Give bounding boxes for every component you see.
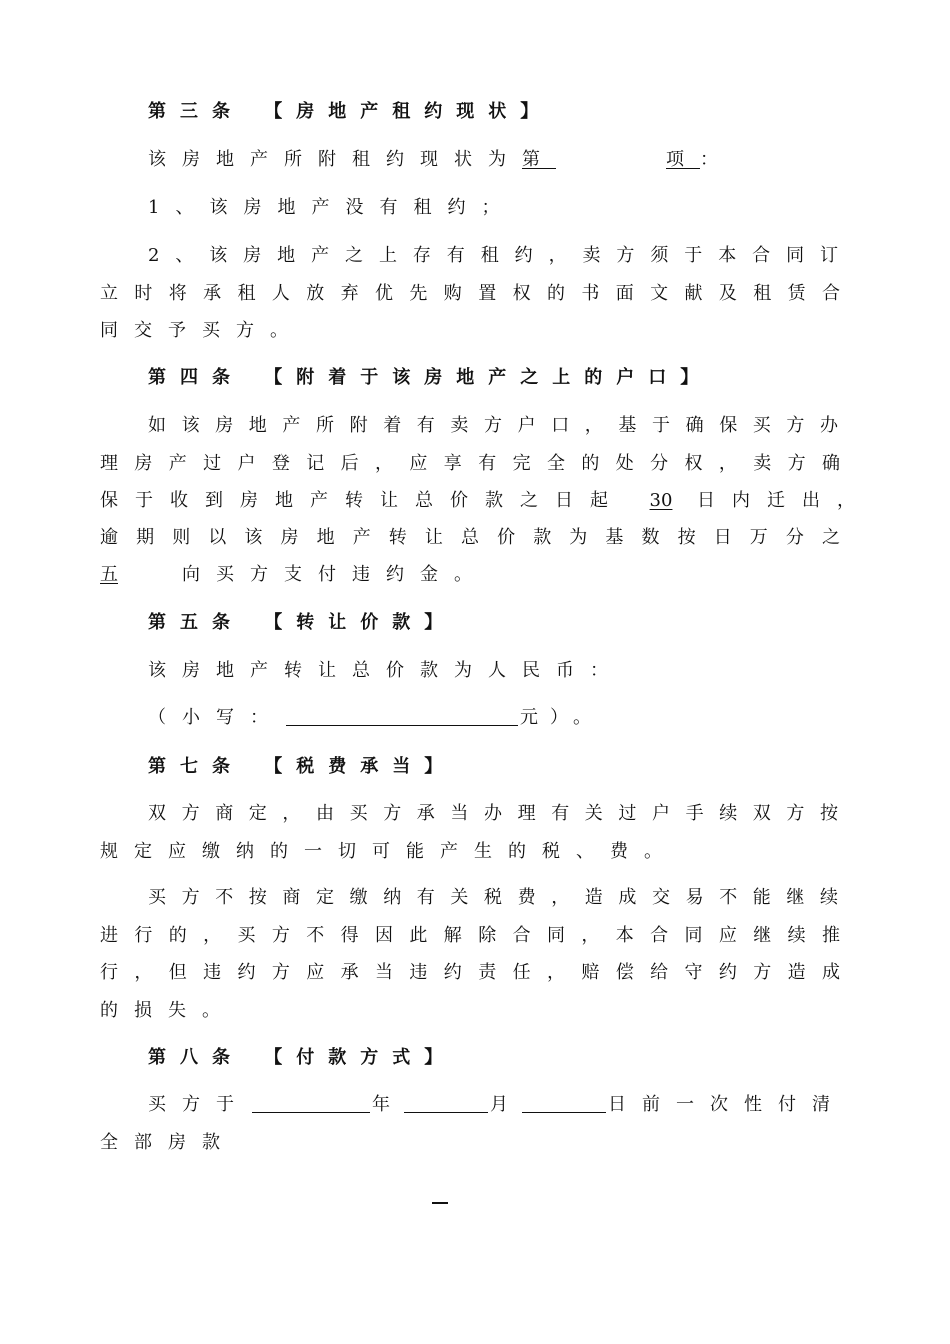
article-3-item-blank-prefix: 第 xyxy=(522,149,556,170)
article-3-intro-colon: ： xyxy=(700,149,734,170)
page-number-mark xyxy=(432,1190,448,1204)
payment-year-blank xyxy=(252,1094,370,1113)
month-label: 月 xyxy=(490,1094,508,1115)
article-3-item-2-line-2: 立时将承租人放弃优先购置权的书面文献及租赁合 xyxy=(100,283,840,304)
article-4-rate-blank: 五 xyxy=(100,564,118,585)
article-8-line-1 xyxy=(148,1093,848,1117)
price-amount-blank xyxy=(286,707,518,726)
article-3-item-1: 1、该房地产没有租约； xyxy=(148,197,516,218)
article-3-item-blank xyxy=(522,149,700,170)
article-4-days-blank: 30 xyxy=(649,490,673,511)
article-5-line-2-tail: ）。 xyxy=(550,707,605,728)
article-7-para-2-line-3: 行，但违约方应承当违约责任，赔偿给守约方造成 xyxy=(100,962,840,983)
article-4-line-3-tail: 日内迁出， xyxy=(697,490,872,511)
year-label: 年 xyxy=(372,1094,390,1115)
article-3-item-blank-suffix: 项 xyxy=(666,149,700,170)
article-4-line-5-text: 向买方支付违约金。 xyxy=(182,564,488,585)
article-8-line-1-text: 买方于 xyxy=(148,1094,250,1115)
article-5-line-2 xyxy=(148,706,888,730)
article-5-line-1: 该房地产转让总价款为人民币： xyxy=(148,660,624,681)
article-7-para-1-line-1: 双方商定，由买方承当办理有关过户手续双方按 xyxy=(148,803,838,824)
article-5-heading: 第五条 【转让价款】 xyxy=(148,612,457,633)
payment-month-blank xyxy=(404,1094,488,1113)
article-7-para-2-line-2: 进行的，买方不得因此解除合同，本合同应继续推 xyxy=(100,925,840,946)
article-7-para-2-line-1: 买方不按商定缴纳有关税费，造成交易不能继续 xyxy=(148,887,838,908)
article-4-line-3 xyxy=(100,489,872,513)
article-3-heading: 第三条 【房地产租约现状】 xyxy=(148,101,553,122)
article-8-line-1-tail: 日前一次性付清 xyxy=(608,1094,846,1115)
article-5-unit: 元 xyxy=(520,707,538,728)
article-3-intro-text: 该房地产所附租约现状为 xyxy=(148,149,522,170)
article-8-line-2: 全部房款 xyxy=(100,1132,236,1153)
article-7-heading: 第七条 【税费承当】 xyxy=(148,756,457,777)
article-4-heading: 第四条 【附着于该房地产之上的户口】 xyxy=(148,367,713,388)
article-4-line-3-text: 保于收到房地产转让总价款之日起 xyxy=(100,490,625,511)
article-4-line-2: 理房产过户登记后，应享有完全的处分权，卖方确 xyxy=(100,453,840,474)
article-7-para-2-line-4: 的损失。 xyxy=(100,1000,236,1021)
article-4-line-4: 逾期则以该房地产转让总价款为基数按日万分之 xyxy=(100,527,840,548)
article-3-item-2-line-1: 2、该房地产之上存有租约，卖方须于本合同订 xyxy=(148,245,838,266)
article-4-line-5 xyxy=(100,563,840,587)
article-7-para-1-line-2: 规定应缴纳的一切可能产生的税、费。 xyxy=(100,841,678,862)
article-8-heading: 第八条 【付款方式】 xyxy=(148,1047,457,1068)
article-3-item-2-line-3: 同交予买方。 xyxy=(100,320,304,341)
article-5-line-2-text: （小写： xyxy=(148,707,284,728)
article-3-intro xyxy=(148,148,848,172)
article-4-line-1: 如该房地产所附着有卖方户口，基于确保买方办 xyxy=(148,415,838,436)
payment-day-blank xyxy=(522,1094,606,1113)
